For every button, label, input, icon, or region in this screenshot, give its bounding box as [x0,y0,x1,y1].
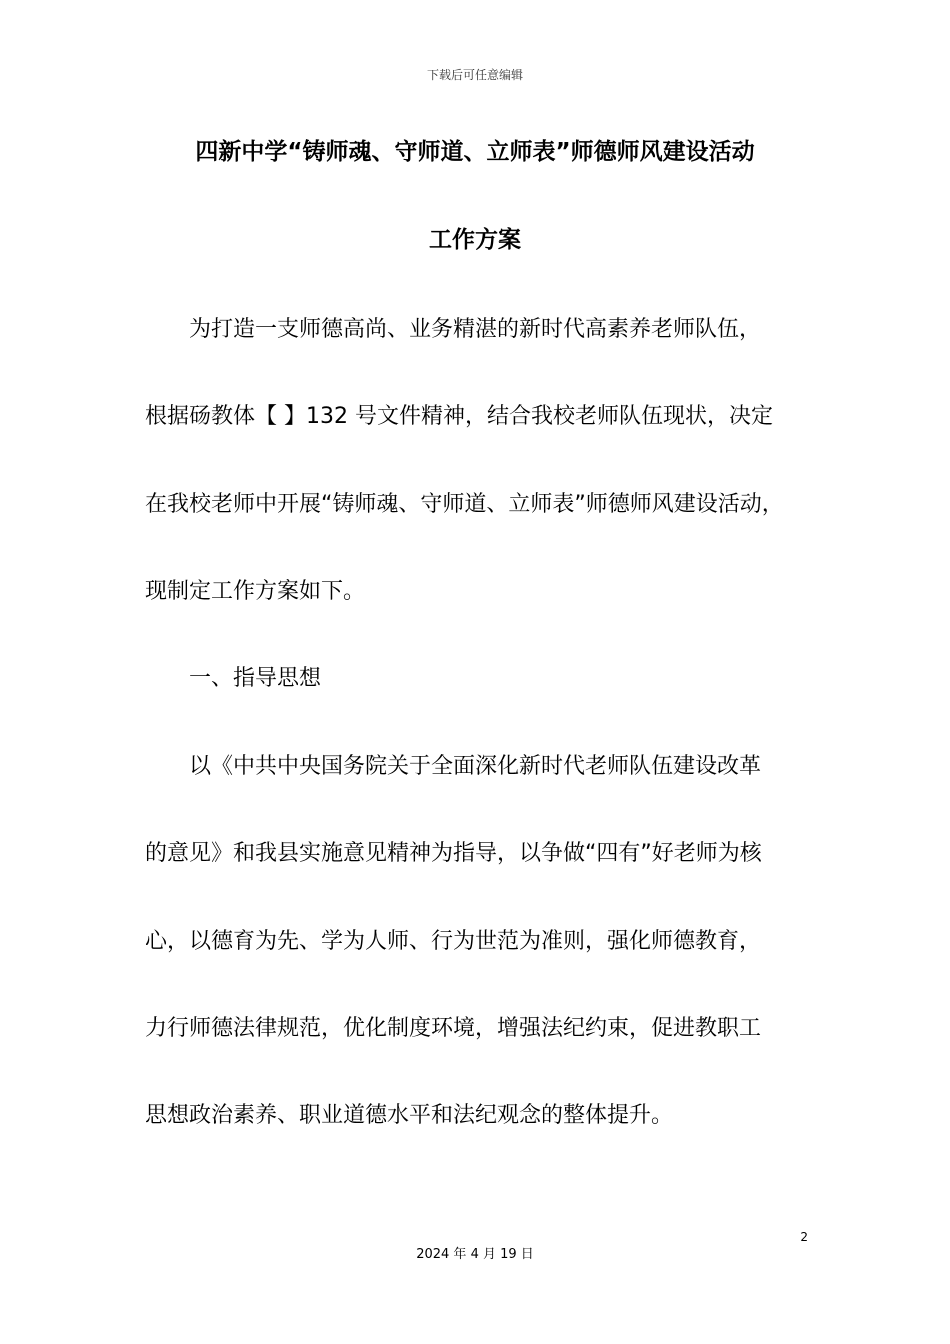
intro-line: 根据砀教体【 】132 号文件精神，结合我校老师队伍现状，决定 [145,404,773,429]
section-line: 力行师德法律规范，优化制度环境，增强法纪约束，促进教职工 [145,1016,762,1041]
section-line: 的意见》和我县实施意见精神为指导，以争做“四有”好老师为核 [145,841,762,866]
section-heading: 一、指导思想 [189,666,322,691]
section-line: 心，以德育为先、学为人师、行为世范为准则，强化师德教育， [145,929,762,954]
header-note: 下载后可任意编辑 [426,68,523,82]
footer-date: 2024 年 4 月 19 日 [416,1247,534,1262]
intro-line: 现制定工作方案如下。 [145,579,366,604]
section-line: 思想政治素养、职业道德水平和法纪观念的整体提升。 [145,1103,674,1128]
intro-line: 在我校老师中开展“铸师魂、守师道、立师表”师德师风建设活动， [145,492,784,517]
document-title-line-1: 四新中学“铸师魂、守师道、立师表”师德师风建设活动 [195,139,755,165]
intro-line: 为打造一支师德高尚、业务精湛的新时代高素养老师队伍， [189,317,762,342]
page-number: 2 [800,1230,808,1244]
document-title-line-2: 工作方案 [429,227,521,253]
section-line: 以《中共中央国务院关于全面深化新时代老师队伍建设改革 [189,754,762,779]
